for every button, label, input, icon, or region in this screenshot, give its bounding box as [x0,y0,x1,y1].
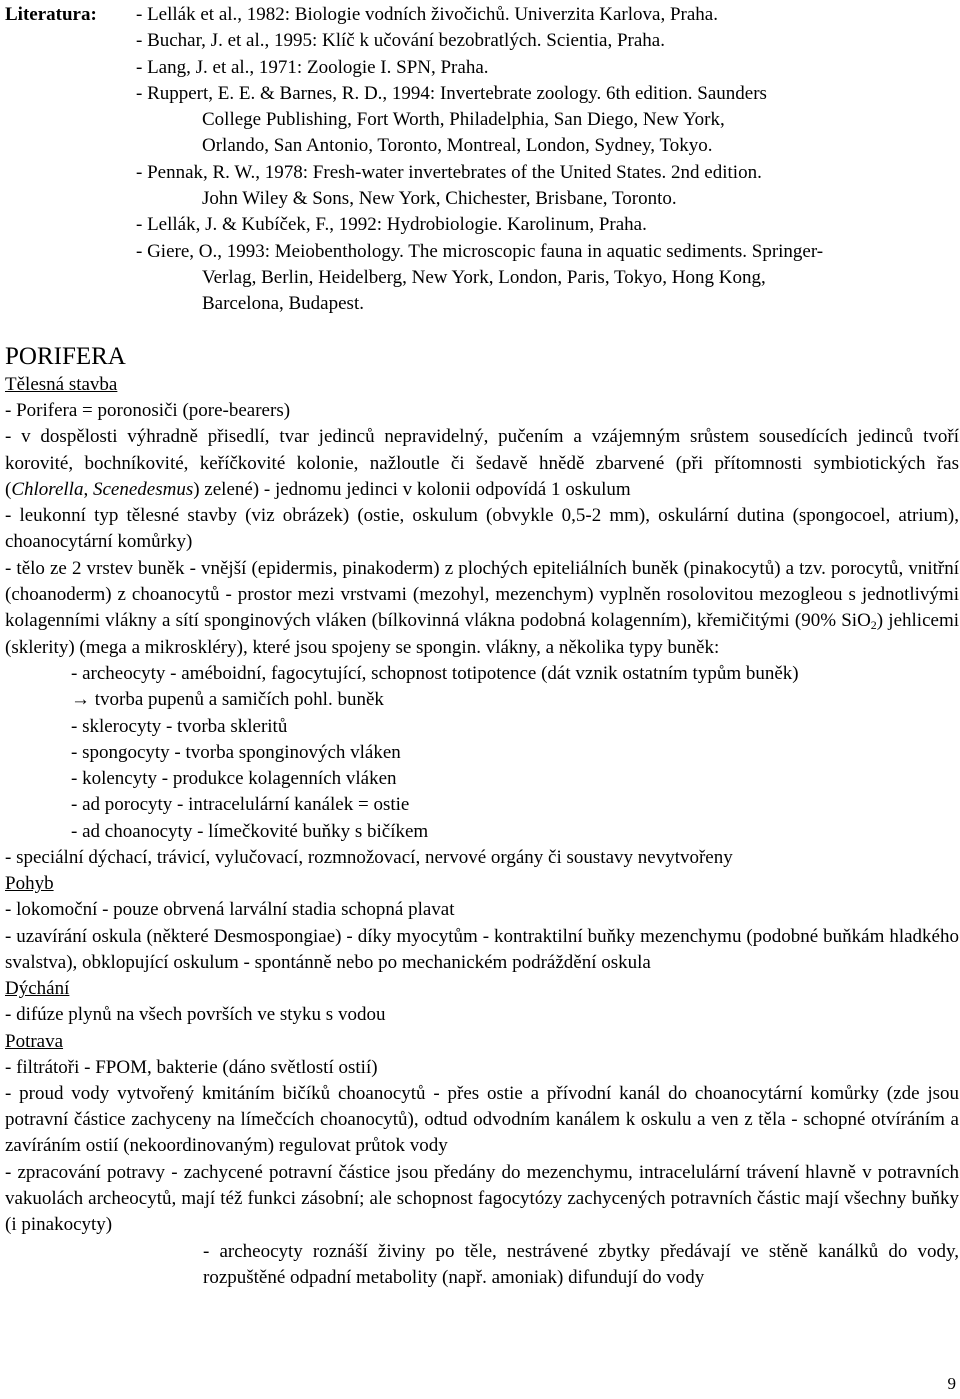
subheading-stavba: Tělesná stavba [5,374,118,395]
cell-type-item: - spongocyty - tvorba sponginových vláken [71,741,401,763]
taxon-name: Chlorella [11,478,84,500]
text-run: , [83,478,93,500]
subheading-potrava: Potrava [5,1030,64,1052]
reference-item [136,212,958,238]
reference-text: - Buchar, J. et al., 1995: Klíč k učování bezobratlých. Scientia, Praha. [136,30,665,52]
paragraph: - uzavírání oskula (některé Desmospongiae) - díky myocytům - kontraktilní buňky mezenchymu (podobné buňkám hladkého svalstva), obklopující oskulum - spontánně nebo po mechanickém podráždění oskula [5,925,959,973]
text-run: - v dospělosti výhradně přisedlí, tvar jedinců nepravidelný, pučením a vzájemným srůstem sousedících jedinců tvoří korovité, bochníkovité, keříčkovité kolonie, nažloutle či šedavě hnědě zbarvené (při přítomnosti symbiotických řas ( [5,426,959,500]
cell-type-item: - sklerocyty - tvorba skleritů [71,715,288,737]
paragraph: - leukonní typ tělesné stavby (viz obrázek) (ostie, oskulum (obvykle 0,5-2 mm), oskulární dutina (spongocoel, atrium), choanocytární komůrky) [5,505,959,553]
literature-section [5,2,959,315]
reference-text: - Lellák, J. & Kubíček, F., 1992: Hydrobiologie. Karolinum, Praha. [136,214,647,236]
reference-text: - Lang, J. et al., 1971: Zoologie I. SPN, Praha. [136,56,489,78]
subheading-pohyb: Pohyb [5,873,54,895]
reference-text: - Giere, O., 1993: Meiobenthology. The microscopic fauna in aquatic sediments. Springer- [136,240,824,262]
reference-text-cont: College Publishing, Fort Worth, Philadelphia, San Diego, New York, [202,109,725,131]
text-run: ) zelené) - jednomu jedinci v kolonii odpovídá 1 oskulum [193,478,631,500]
paragraph: - filtrátoři - FPOM, bakterie (dáno světlostí ostií) [5,1056,378,1078]
paragraph [5,424,959,503]
subheading-dychani: Dýchání [5,978,70,1000]
document-page [5,2,959,1291]
reference-item [136,2,958,28]
cell-type-item: - ad choanocyty - límečkovité buňky s bičíkem [71,820,429,842]
reference-list [136,2,958,318]
text-run: - tělo ze 2 vrstev buněk - vnější (epidermis, pinakoderm) z plochých epiteliálních buněk (pinakocytů) a tzv. porocytů, vnitřní (choanoderm) z choanocytů - prostor mezi vrstvami (mezohyl, mezenchym) vyplněn rosolovitou mezogleou s jednotlivými kolagenními vlákny a sítí sponginových vláken (bílkovinná vlákna podobná kolagenním), křemičitými (90% SiO [5,557,959,632]
reference-text-cont: John Wiley & Sons, New York, Chichester, Brisbane, Toronto. [202,188,677,210]
reference-text: - Lellák et al., 1982: Biologie vodních živočichů. Univerzita Karlova, Praha. [136,4,718,25]
reference-item [136,55,958,81]
paragraph: - proud vody vytvořený kmitáním bičíků choanocytů - přes ostie a přívodní kanál do choanocytární komůrky (zde jsou potravní částice zachyceny na límečcích choanocytů), odtud odvodním kanálem k oskulu a ven z těla - schopné otvíráním a zavíráním ostií (nekoordinovaným) regulovat průtok vody [5,1082,959,1157]
paragraph [5,556,959,661]
cell-type-item: - ad porocyty - intracelulární kanálek = ostie [71,794,410,816]
reference-item [136,81,958,160]
reference-text-cont: Orlando, San Antonio, Toronto, Montreal, London, Sydney, Tokyo. [202,135,713,157]
taxon-name: Scenedesmus [92,478,194,500]
page-number: 9 [947,1373,956,1393]
cell-type-item: - archeocyty - améboidní, fagocytující, schopnost totipotence (dát vznik ostatním typům buněk) [71,662,799,684]
section-title: PORIFERA [5,343,126,370]
reference-text-cont: Verlag, Berlin, Heidelberg, New York, London, Paris, Tokyo, Hong Kong, [202,266,766,288]
paragraph: - zpracování potravy - zachycené potravní částice jsou předány do mezenchymu, intracelulární trávení hlavně v potravních vakuolách archeocytů, mají též funkci zásobní; ale schopnost fagocytózy zachycených potravních částic mají všechny buňky (i pinakocyty) [5,1161,959,1236]
reference-text: - Ruppert, E. E. & Barnes, R. D., 1994: Invertebrate zoology. 6th edition. Saunders [136,82,767,104]
reference-item [136,28,958,54]
reference-item [136,160,958,213]
reference-text-cont: Barcelona, Budapest. [202,293,364,315]
text-run: ) jehlicemi (sklerity) (mega a mikroskléry), které jsou spojeny se spongin. vlákny, a několika typy buněk: [5,610,959,658]
paragraph-indented: - archeocyty roznáší živiny po těle, nestrávené zbytky předávají ve stěně kanálků do vody, rozpuštěné odpadní metabolity (např. amoniak) difundují do vody [203,1240,959,1288]
subscript: 2 [870,618,877,633]
reference-text: - Pennak, R. W., 1978: Fresh-water invertebrates of the United States. 2nd edition. [136,161,762,183]
paragraph: - lokomoční - pouze obrvená larvální stadia schopná plavat [5,899,455,921]
paragraph: - difúze plynů na všech površích ve styku s vodou [5,1004,386,1026]
cell-type-item: → tvorba pupenů a samičích pohl. buněk [71,689,384,711]
reference-item [136,239,958,318]
paragraph: - Porifera = poronosiči (pore-bearers) [5,400,291,421]
cell-type-item: - kolencyty - produkce kolagenních vláken [71,768,397,790]
literature-label: Literatura: [5,4,97,25]
paragraph: - speciální dýchací, trávicí, vylučovací, rozmnožovací, nervové orgány či soustavy nevytvořeny [5,847,733,869]
